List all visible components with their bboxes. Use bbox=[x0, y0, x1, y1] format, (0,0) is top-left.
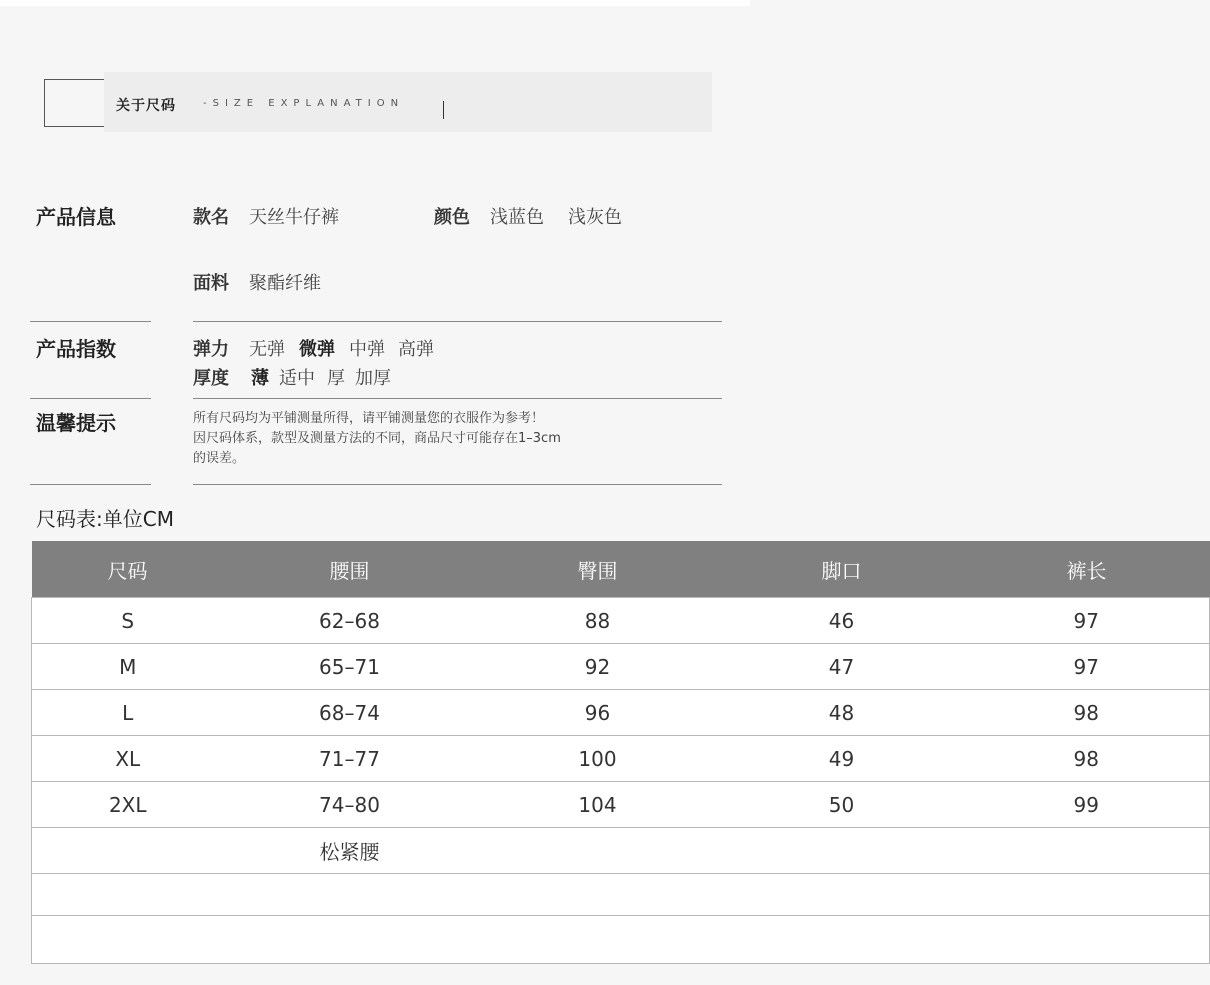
size-table bbox=[31, 541, 1210, 964]
cell-waist: 68–74 bbox=[224, 690, 476, 736]
header-cursor-bar bbox=[443, 101, 444, 119]
cell-size: XL bbox=[32, 736, 224, 782]
elasticity-option-medium: 中弹 bbox=[349, 339, 385, 360]
cell-hip: 100 bbox=[476, 736, 720, 782]
cell-empty bbox=[476, 916, 720, 964]
cell-empty bbox=[224, 874, 476, 916]
color-key: 颜色 bbox=[434, 207, 470, 228]
table-row bbox=[32, 644, 1210, 690]
divider-right-3 bbox=[193, 484, 722, 485]
material-value: 聚酯纤维 bbox=[249, 273, 321, 294]
divider-left-2 bbox=[30, 398, 151, 399]
table-row bbox=[32, 782, 1210, 828]
table-row bbox=[32, 598, 1210, 644]
cell-hem: 49 bbox=[720, 736, 964, 782]
color-value-2: 浅灰色 bbox=[568, 207, 622, 228]
elasticity-key: 弹力 bbox=[193, 339, 229, 360]
thickness-option-moderate: 适中 bbox=[279, 368, 315, 389]
tips-text bbox=[193, 409, 693, 469]
cell-hem: 47 bbox=[720, 644, 964, 690]
elasticity-option-none: 无弹 bbox=[249, 339, 285, 360]
cell-length: 98 bbox=[964, 690, 1210, 736]
divider-left-1 bbox=[30, 321, 151, 322]
thickness-option-extra-thick: 加厚 bbox=[355, 368, 391, 389]
cell-waist: 65–71 bbox=[224, 644, 476, 690]
cell-empty bbox=[32, 916, 224, 964]
cell-empty bbox=[476, 874, 720, 916]
cell-size: M bbox=[32, 644, 224, 690]
elasticity-option-slight-selected: 微弹 bbox=[299, 339, 335, 360]
size-table-title: 尺码表:单位CM bbox=[36, 507, 174, 531]
cell-length: 97 bbox=[964, 644, 1210, 690]
thickness-key: 厚度 bbox=[193, 368, 229, 389]
cell-empty bbox=[964, 828, 1210, 874]
header-title: 关于尺码 bbox=[116, 98, 176, 114]
table-row-empty bbox=[32, 916, 1210, 964]
cell-length: 97 bbox=[964, 598, 1210, 644]
cell-size: L bbox=[32, 690, 224, 736]
cell-waist: 62–68 bbox=[224, 598, 476, 644]
cell-size: S bbox=[32, 598, 224, 644]
divider-right-2 bbox=[193, 398, 722, 399]
header-subtitle: -SIZE EXPLANATION bbox=[203, 98, 405, 109]
table-row-empty bbox=[32, 874, 1210, 916]
header-band bbox=[104, 72, 712, 132]
color-value-1: 浅蓝色 bbox=[490, 207, 544, 228]
size-table-header-row bbox=[32, 541, 1210, 598]
thickness-option-thick: 厚 bbox=[327, 368, 345, 389]
header-frame bbox=[44, 79, 105, 127]
cell-hip: 88 bbox=[476, 598, 720, 644]
cell-empty bbox=[720, 828, 964, 874]
divider-left-3 bbox=[30, 484, 151, 485]
cell-empty bbox=[224, 916, 476, 964]
cell-empty bbox=[720, 874, 964, 916]
cell-hip: 104 bbox=[476, 782, 720, 828]
cell-length: 98 bbox=[964, 736, 1210, 782]
tips-line-1: 所有尺码均为平铺测量所得，请平铺测量您的衣服作为参考！ bbox=[193, 411, 545, 426]
product-index-label: 产品指数 bbox=[36, 337, 116, 361]
product-info-label: 产品信息 bbox=[36, 205, 116, 229]
name-key: 款名 bbox=[193, 207, 229, 228]
thickness-option-thin-selected: 薄 bbox=[251, 368, 269, 389]
cell-length: 99 bbox=[964, 782, 1210, 828]
cell-hem: 48 bbox=[720, 690, 964, 736]
tips-line-2: 因尺码体系，款型及测量方法的不同，商品尺寸可能存在1–3cm bbox=[193, 431, 561, 446]
header-length: 裤长 bbox=[964, 541, 1210, 598]
header-waist: 腰围 bbox=[224, 541, 476, 598]
header-size: 尺码 bbox=[32, 541, 224, 598]
cell-empty bbox=[964, 874, 1210, 916]
cell-hip: 96 bbox=[476, 690, 720, 736]
cell-waist: 71–77 bbox=[224, 736, 476, 782]
cell-size: 2XL bbox=[32, 782, 224, 828]
tips-label: 温馨提示 bbox=[36, 411, 116, 435]
divider-right-1 bbox=[193, 321, 722, 322]
tips-line-3: 的误差。 bbox=[193, 451, 246, 466]
cell-waist-note: 松紧腰 bbox=[224, 828, 476, 874]
cell-hip: 92 bbox=[476, 644, 720, 690]
cell-empty bbox=[720, 916, 964, 964]
cell-empty bbox=[476, 828, 720, 874]
name-value: 天丝牛仔裤 bbox=[249, 207, 339, 228]
elasticity-option-high: 高弹 bbox=[398, 339, 434, 360]
top-strip bbox=[0, 0, 750, 6]
cell-empty bbox=[32, 874, 224, 916]
material-key: 面料 bbox=[193, 273, 229, 294]
table-row-note bbox=[32, 828, 1210, 874]
cell-waist: 74–80 bbox=[224, 782, 476, 828]
cell-hem: 50 bbox=[720, 782, 964, 828]
header-hip: 臀围 bbox=[476, 541, 720, 598]
table-row bbox=[32, 690, 1210, 736]
cell-hem: 46 bbox=[720, 598, 964, 644]
table-row bbox=[32, 736, 1210, 782]
header-hem: 脚口 bbox=[720, 541, 964, 598]
cell-empty bbox=[32, 828, 224, 874]
cell-empty bbox=[964, 916, 1210, 964]
